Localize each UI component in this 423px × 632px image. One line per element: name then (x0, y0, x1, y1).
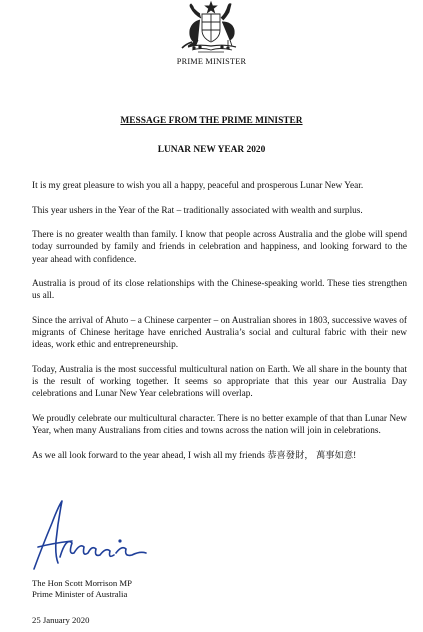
signatory-role: Prime Minister of Australia (32, 588, 128, 599)
message-subtitle: LUNAR NEW YEAR 2020 (157, 145, 266, 155)
paragraph: It is my great pleasure to wish you all a happy, peaceful and prosperous Lunar New Year. (32, 181, 364, 191)
letter-date: 25 January 2020 (32, 615, 90, 625)
signatory-name: The Hon Scott Morrison MP (32, 578, 132, 588)
paragraph: We proudly celebrate our multicultural character. There is no better example of that than Lunar New Year, when many Australians from cities and towns across the nation will join in celebrations. (32, 413, 407, 437)
paragraph: Since the arrival of Ahuto – a Chinese carpenter – on Australian shores in 1803, successive waves of migrants of Chinese heritage have enriched Australia’s social and cultural fabric with their new ideas, work ethic and entrepreneurship. (32, 315, 407, 351)
signoff-block (32, 578, 132, 600)
paragraph: Australia is proud of its close relationships with the Chinese-speaking world. These ties strengthen us all. (32, 279, 407, 302)
coat-of-arms-icon (178, 0, 244, 56)
message-title: MESSAGE FROM THE PRIME MINISTER (120, 116, 303, 126)
message-body (32, 180, 407, 474)
handwritten-signature-icon (28, 497, 150, 575)
paragraph: Today, Australia is the most successful multicultural nation on Earth. We all share in the bounty that is the result of working together. It seems so appropriate that this year our Australia Day celebrations and Lunar New Year celebrations will overlap. (32, 364, 407, 400)
paragraph: As we all look forward to the year ahead, I wish all my friends 恭喜發財， 萬事如意! (32, 450, 357, 461)
paragraph: This year ushers in the Year of the Rat – traditionally associated with wealth and surplus. (32, 205, 363, 216)
office-title: PRIME MINISTER (176, 57, 247, 66)
paragraph: There is no greater wealth than family. I know that people across Australia and the globe will spend today surrounded by family and friends in celebration and happiness, and looking forward to the year ahead with confidence. (32, 230, 407, 265)
